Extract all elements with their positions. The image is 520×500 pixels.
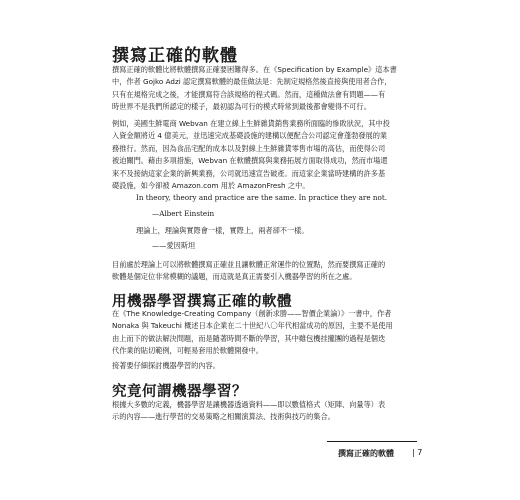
page-number: | 7: [412, 448, 423, 457]
text-line: 來不及接納這家企業的新興業務，公司就迅速宣告破產。而這家企業當時建構的許多基: [112, 168, 386, 178]
paragraph-position: [112, 259, 420, 284]
paragraph-intro: [112, 64, 420, 114]
paragraph-next: [112, 360, 420, 372]
quote-english: In theory, theory and practice are the same. In practice they are not.: [136, 193, 388, 202]
section-heading-ml: 用機器學習撰寫正確的軟體: [112, 294, 292, 310]
text-line: 被迫關門。藉由多項措施，Webvan 在軟體撰寫與業務拓展方面取得成功，然而市場還: [112, 156, 388, 166]
paragraph-webvan: [112, 118, 420, 192]
text-line: 時世界不是我們所認定的樣子，最初認為可行的模式時常到最後都會變得不可行。: [112, 102, 371, 112]
text-line: Nonaka 與 Takeuchi 概述日本企業在二十世紀八〇年代相當成功的原因，主要不是使用: [112, 321, 393, 331]
text-line: 例如，美國生鮮電商 Webvan 在建立線上生鮮雜貨銷售業務所面臨的慘敗狀況，其中投: [112, 119, 390, 128]
text-line: 礎設施，如今卻被 Amazon.com 用於 AmazonFresh 之中。: [112, 181, 310, 191]
paragraph-knowledge-creating: [112, 308, 420, 358]
text-line: 目前處於理論上可以將軟體撰寫正確並且讓軟體正常運作的位置點，然而要撰寫正確的: [112, 260, 386, 269]
running-footer-title: 撰寫正確的軟體: [338, 449, 394, 458]
footer-rule: [327, 441, 417, 442]
text-line: 接著要仔細探討機器學習的內容。: [112, 361, 220, 370]
text-line: 務推行。然而，因為食品宅配的成本以及對線上生鮮雜貨零售市場的高估，而使得公司: [112, 143, 386, 153]
text-line: 在《The Knowledge-Creating Company（創新求勝——智價企業論）》一書中，作者: [112, 309, 392, 318]
text-line: 軟體是個定位非常模糊的議題，而這就是真正需要引入機器學習的所在之處。: [112, 272, 357, 282]
text-line: 示的內容——進行學習的交易策略之相關演算法、技術與技巧的集合。: [112, 412, 335, 422]
quote-chinese: 理論上，理論與實際會一樣，實際上，兩者卻不一樣。: [136, 226, 309, 235]
section-heading-what-is-ml: 究竟何謂機器學習？: [112, 384, 247, 400]
text-line: 根據大多數的定義，機器學習是讓機器透過資料——即以數值格式（矩陣、向量等）表: [112, 400, 386, 409]
quote-chinese-attribution: ——愛因斯坦: [152, 241, 196, 250]
quote-english-attribution: —Albert Einstein: [152, 209, 215, 218]
text-line: 代作業的貼切範例，可輕易套用於軟體開發中。: [112, 346, 263, 356]
text-line: 中，作者 Gojko Adzi 認定撰寫軟體的最佳做法是：先制定規格然後直接與使用者合作，: [112, 77, 392, 87]
text-line: 由上而下的做法解決問題，而是隨著時間不斷的學習，其中雖包機挂攏團的過程是個迭: [112, 333, 386, 343]
text-line: 只有在規格完成之後，才能撰寫符合該規格的程式碼。然而，這種做法會有問題——有: [112, 89, 386, 99]
chapter-title: 撰寫正確的軟體: [112, 46, 238, 66]
text-line: 入資金額將近 4 億美元，並迅速完成基礎設施的建構以便配合公司認定會蓬勃發展的業: [112, 131, 388, 141]
paragraph-definition: [112, 399, 420, 424]
text-line: 撰寫正確的軟體比將軟體撰寫正確要困難得多。在《Specification by Example》這本書: [112, 65, 397, 74]
